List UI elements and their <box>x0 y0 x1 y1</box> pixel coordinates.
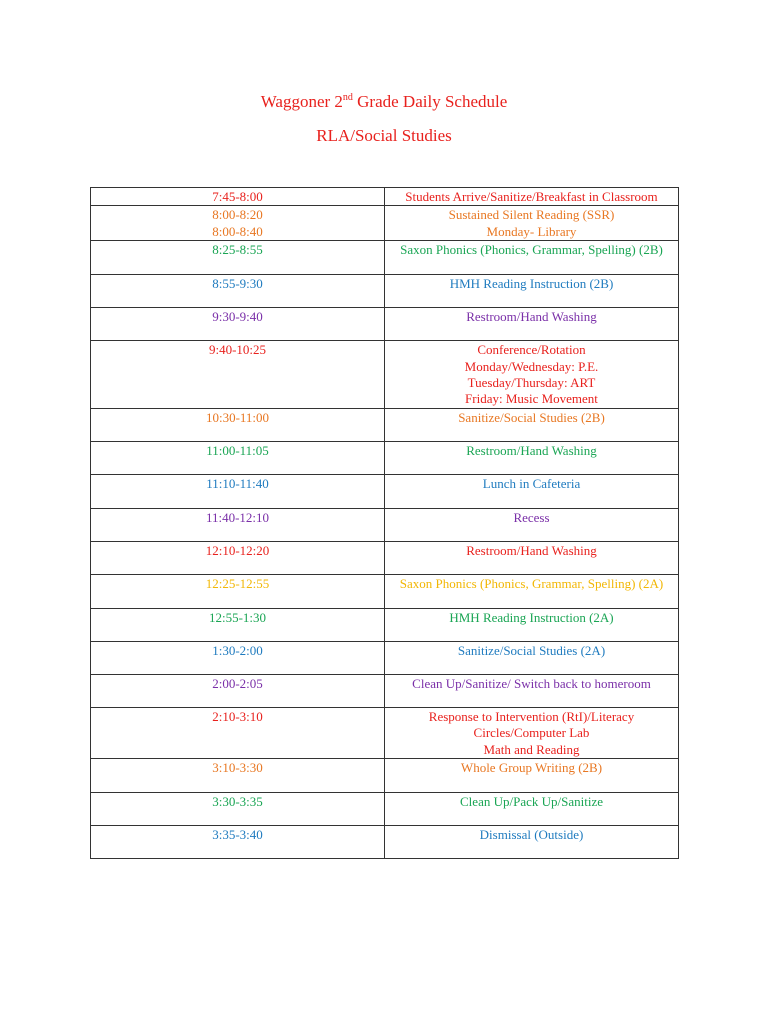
activity-text: Students Arrive/Sanitize/Breakfast in Classroom <box>405 189 658 204</box>
time-text: 12:25-12:55 <box>205 575 270 591</box>
table-row <box>91 508 679 541</box>
activity-text: Clean Up/Pack Up/Sanitize <box>460 794 603 810</box>
activity-text: Clean Up/Sanitize/ Switch back to homeroom <box>412 675 651 691</box>
page-title <box>0 92 768 112</box>
time-cell <box>91 641 385 674</box>
time-text: 8:00-8:40 <box>212 223 263 239</box>
table-row <box>91 474 679 508</box>
activity-text: Sanitize/Social Studies (2B) <box>458 409 605 425</box>
table-row <box>91 826 679 859</box>
table-row <box>91 441 679 474</box>
activity-text: Restroom/Hand Washing <box>466 542 597 558</box>
time-cell <box>91 308 385 341</box>
time-cell <box>91 441 385 474</box>
time-text: 8:00-8:20 <box>212 207 263 223</box>
activity-cell <box>385 341 679 409</box>
table-row <box>91 408 679 441</box>
time-cell <box>91 474 385 508</box>
activity-text: HMH Reading Instruction (2B) <box>449 276 614 292</box>
title-text-post: Grade Daily Schedule <box>352 92 508 111</box>
activity-text: Response to Intervention (RtI)/Literacy Circles/Computer Lab <box>428 708 635 741</box>
activity-cell <box>385 608 679 641</box>
activity-text: Sanitize/Social Studies (2A) <box>457 642 606 658</box>
time-text: 3:35-3:40 <box>212 827 263 843</box>
time-cell <box>91 508 385 541</box>
activity-text: Math and Reading <box>483 741 580 757</box>
table-row <box>91 206 679 241</box>
time-cell <box>91 206 385 241</box>
activity-cell <box>385 508 679 541</box>
activity-text: Restroom/Hand Washing <box>466 309 597 325</box>
activity-cell <box>385 826 679 859</box>
time-text: 3:30-3:35 <box>212 794 263 810</box>
table-row <box>91 674 679 707</box>
activity-cell <box>385 188 679 206</box>
schedule-table <box>90 187 679 859</box>
activity-text: Saxon Phonics (Phonics, Grammar, Spelling) (2A) <box>399 575 664 591</box>
activity-cell <box>385 206 679 241</box>
activity-text: Whole Group Writing (2B) <box>460 760 603 776</box>
activity-text: Saxon Phonics (Phonics, Grammar, Spelling) (2B) <box>400 242 663 258</box>
time-cell <box>91 608 385 641</box>
activity-text: Restroom/Hand Washing <box>466 442 597 458</box>
activity-cell <box>385 541 679 574</box>
activity-cell <box>385 474 679 508</box>
activity-text: Conference/Rotation <box>477 342 586 358</box>
title-superscript: nd <box>342 92 353 103</box>
activity-text: Sustained Silent Reading (SSR) <box>448 207 615 223</box>
table-row <box>91 275 679 308</box>
table-row <box>91 341 679 409</box>
activity-text: Monday/Wednesday: P.E. <box>464 358 599 374</box>
time-text: 12:10-12:20 <box>205 542 270 558</box>
activity-cell <box>385 275 679 308</box>
activity-cell <box>385 574 679 608</box>
table-row <box>91 793 679 826</box>
time-text: 1:30-2:00 <box>212 642 263 658</box>
activity-cell <box>385 793 679 826</box>
time-text: 10:30-11:00 <box>205 409 270 425</box>
table-row <box>91 574 679 608</box>
time-text: 8:25-8:55 <box>212 242 263 258</box>
activity-cell <box>385 759 679 793</box>
time-text: 3:10-3:30 <box>212 760 263 776</box>
table-row <box>91 759 679 793</box>
table-row <box>91 608 679 641</box>
time-cell <box>91 275 385 308</box>
time-text: 11:10-11:40 <box>206 475 269 491</box>
time-text: 8:55-9:30 <box>212 276 263 292</box>
time-text: 2:10-3:10 <box>212 708 263 724</box>
activity-cell <box>385 408 679 441</box>
time-text: 9:30-9:40 <box>212 309 263 325</box>
time-text: 11:00-11:05 <box>206 442 269 458</box>
time-cell <box>91 188 385 206</box>
activity-cell <box>385 241 679 275</box>
time-cell <box>91 241 385 275</box>
activity-text: HMH Reading Instruction (2A) <box>449 609 614 625</box>
time-cell <box>91 408 385 441</box>
activity-text: Lunch in Cafeteria <box>482 475 581 491</box>
time-cell <box>91 674 385 707</box>
time-text: 7:45-8:00 <box>212 189 263 204</box>
table-row <box>91 541 679 574</box>
activity-cell <box>385 441 679 474</box>
table-row <box>91 641 679 674</box>
activity-text: Dismissal (Outside) <box>479 827 584 843</box>
title-text-pre: Waggoner 2 <box>260 92 343 111</box>
table-row <box>91 241 679 275</box>
table-row <box>91 308 679 341</box>
table-row <box>91 188 679 206</box>
time-cell <box>91 759 385 793</box>
time-cell <box>91 574 385 608</box>
schedule-body <box>91 188 679 859</box>
time-text: 12:55-1:30 <box>208 609 267 625</box>
time-cell <box>91 793 385 826</box>
time-cell <box>91 341 385 409</box>
activity-text: Recess <box>513 509 550 525</box>
activity-cell <box>385 308 679 341</box>
activity-cell <box>385 641 679 674</box>
activity-cell <box>385 674 679 707</box>
time-cell <box>91 826 385 859</box>
time-cell <box>91 541 385 574</box>
time-text: 9:40-10:25 <box>208 342 267 358</box>
page-subtitle: RLA/Social Studies <box>316 126 452 145</box>
time-text: 2:00-2:05 <box>212 675 263 691</box>
time-cell <box>91 707 385 758</box>
activity-text: Tuesday/Thursday: ART <box>467 375 596 391</box>
activity-text: Friday: Music Movement <box>465 391 598 407</box>
time-text: 11:40-12:10 <box>205 509 270 525</box>
activity-cell <box>385 707 679 758</box>
table-row <box>91 707 679 758</box>
activity-text: Monday- Library <box>486 223 577 239</box>
